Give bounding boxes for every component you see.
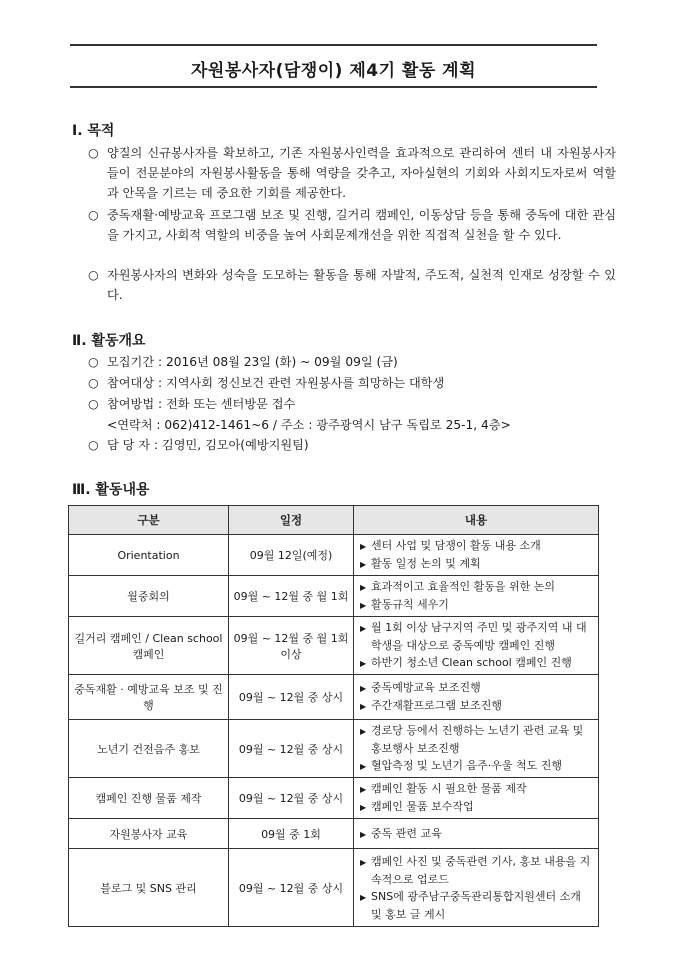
triangle-bullet-icon: ▶ — [360, 857, 367, 867]
triangle-bullet-icon: ▶ — [360, 601, 367, 610]
content-item: ▶ 중독 관련 교육 — [360, 825, 594, 843]
triangle-bullet-icon: ▶ — [360, 624, 367, 633]
content-item: ▶ 경로당 등에서 진행하는 노년기 관련 교육 및 홍보행사 보조진행 — [360, 724, 584, 755]
overview-item — [88, 352, 398, 372]
row-contents — [354, 849, 599, 927]
triangle-bullet-icon: ▶ — [360, 803, 367, 812]
row-contents — [354, 720, 599, 778]
purpose-text: 양질의 신규봉사자를 확보하고, 기존 자원봉사인력을 효과적으로 관리하여 센터 내 자원봉사자들이 전문분야의 자원봉사활동을 통해 역량을 갖추고, 자아실현의 기회와 사회지도자로써 역할과 안목을 기르는 데 중요한 기회를 제공한다. — [107, 146, 616, 200]
row-schedule: 09월 중 1회 — [229, 819, 354, 849]
triangle-bullet-icon: ▶ — [360, 762, 367, 771]
manager-item — [88, 435, 309, 455]
section-heading-purpose: Ⅰ. 목적 — [72, 123, 115, 139]
content-item: ▶ 활동 일정 논의 및 계획 — [360, 555, 594, 573]
row-contents — [354, 778, 599, 819]
triangle-bullet-icon: ▶ — [360, 727, 367, 736]
row-contents — [354, 617, 599, 675]
overview-text: 참여대상 : 지역사회 정신보건 관련 자원봉사를 희망하는 대학생 — [107, 376, 445, 390]
triangle-bullet-icon: ▶ — [360, 684, 367, 693]
row-schedule: 09월 ~ 12월 중 월 1회 이상 — [229, 617, 354, 675]
row-schedule: 09월 ~ 12월 중 월 1회 — [229, 576, 354, 617]
overview-item — [88, 394, 295, 414]
overview-item — [88, 373, 444, 393]
table-row — [69, 535, 599, 576]
row-category: 중독재활 · 예방교육 보조 및 진행 — [69, 675, 229, 720]
manager-text: 담 당 자 : 김영민, 김모아(예방지원팀) — [107, 438, 309, 452]
circle-bullet-icon: ○ — [88, 355, 99, 369]
circle-bullet-icon: ○ — [88, 376, 99, 390]
row-category: 블로그 및 SNS 관리 — [69, 849, 229, 927]
row-schedule: 09월 ~ 12월 중 상시 — [229, 849, 354, 927]
triangle-bullet-icon: ▶ — [360, 583, 367, 592]
circle-bullet-icon: ○ — [88, 146, 99, 160]
purpose-item — [88, 205, 616, 245]
content-item: ▶ 효과적이고 효율적인 활동을 위한 논의 — [360, 578, 594, 596]
triangle-bullet-icon: ▶ — [360, 560, 367, 569]
contact-info: <연락처 : 062)412-1461~6 / 주소 : 광주광역시 남구 독립로 25-1, 4층> — [107, 418, 511, 432]
activity-table — [68, 505, 599, 927]
header-contents: 내용 — [354, 506, 599, 535]
row-contents — [354, 819, 599, 849]
purpose-text: 중독재활·예방교육 프로그램 보조 및 진행, 길거리 캠페인, 이동상담 등을 통해 중독에 대한 관심을 가지고, 사회적 역할의 비중을 높여 사회문제개선을 위한 직접적 실천을 할 수 있다. — [107, 208, 616, 242]
content-item: ▶ 중독예방교육 보조진행 — [360, 679, 594, 697]
title-bottom-rule — [70, 86, 597, 88]
content-item: ▶ 캠페인 활동 시 필요한 물품 제작 — [360, 780, 594, 798]
triangle-bullet-icon: ▶ — [360, 892, 367, 902]
circle-bullet-icon: ○ — [88, 397, 99, 411]
table-header-row — [69, 506, 599, 535]
header-schedule: 일정 — [229, 506, 354, 535]
triangle-bullet-icon: ▶ — [360, 542, 367, 551]
row-schedule: 09월 ~ 12월 중 상시 — [229, 778, 354, 819]
table-row — [69, 617, 599, 675]
row-schedule: 09월 ~ 12월 중 상시 — [229, 675, 354, 720]
purpose-text: 자원봉사자의 변화와 성숙을 도모하는 활동을 통해 자발적, 주도적, 실천적 인재로 성장할 수 있다. — [107, 268, 616, 302]
row-category: 길거리 캠페인 / Clean school 캠페인 — [69, 617, 229, 675]
content-item: ▶ 센터 사업 및 담쟁이 활동 내용 소개 — [360, 537, 594, 555]
row-contents — [354, 576, 599, 617]
table-row — [69, 720, 599, 778]
section-heading-activities: Ⅲ. 활동내용 — [72, 482, 150, 498]
header-category: 구분 — [69, 506, 229, 535]
overview-text: 모집기간 : 2016년 08월 23일 (화) ~ 09월 09일 (금) — [107, 355, 398, 369]
row-category: 캠페인 진행 물품 제작 — [69, 778, 229, 819]
triangle-bullet-icon: ▶ — [360, 702, 367, 711]
content-item: ▶ SNS에 광주남구중독관리통합지원센터 소개 및 홍보 글 게시 — [360, 889, 581, 921]
document-title: 자원봉사자(담쟁이) 제4기 활동 계획 — [190, 61, 477, 81]
table-row — [69, 675, 599, 720]
purpose-item — [88, 265, 616, 305]
title-top-rule — [70, 44, 597, 46]
table-row — [69, 849, 599, 927]
circle-bullet-icon: ○ — [88, 208, 99, 222]
row-category: 자원봉사자 교육 — [69, 819, 229, 849]
content-item: ▶ 활동규칙 세우기 — [360, 596, 594, 614]
circle-bullet-icon: ○ — [88, 438, 99, 452]
triangle-bullet-icon: ▶ — [360, 829, 367, 839]
row-category: 월중회의 — [69, 576, 229, 617]
content-item: ▶ 혈압측정 및 노년기 음주·우울 척도 진행 — [360, 757, 594, 775]
purpose-item — [88, 143, 616, 203]
triangle-bullet-icon: ▶ — [360, 785, 367, 794]
content-item: ▶ 주간재활프로그램 보조진행 — [360, 697, 594, 715]
content-item: ▶ 캠페인 사진 및 중독관련 기사, 홍보 내용을 지속적으로 업로드 — [360, 854, 591, 886]
row-category: Orientation — [69, 535, 229, 576]
table-row — [69, 576, 599, 617]
row-schedule: 09월 12일(예정) — [229, 535, 354, 576]
content-item: ▶ 월 1회 이상 남구지역 주민 및 광주지역 내 대학생을 대상으로 중독예방 캠페인 진행 — [360, 621, 587, 652]
row-contents — [354, 535, 599, 576]
section-heading-overview: Ⅱ. 활동개요 — [72, 333, 146, 349]
content-item: ▶ 하반기 청소년 Clean school 캠페인 진행 — [360, 654, 594, 672]
table-row — [69, 819, 599, 849]
table-row — [69, 778, 599, 819]
overview-text: 참여방법 : 전화 또는 센터방문 접수 — [107, 397, 296, 411]
row-category: 노년기 건전음주 홍보 — [69, 720, 229, 778]
triangle-bullet-icon: ▶ — [360, 659, 367, 668]
row-contents — [354, 675, 599, 720]
content-item: ▶ 캠페인 물품 보수작업 — [360, 798, 594, 816]
row-schedule: 09월 ~ 12월 중 상시 — [229, 720, 354, 778]
circle-bullet-icon: ○ — [88, 268, 99, 282]
